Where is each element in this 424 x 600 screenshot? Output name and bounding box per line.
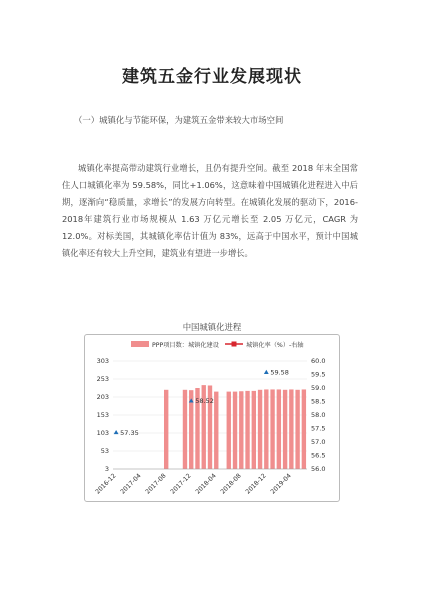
right-axis <box>311 357 325 473</box>
legend-bar-label: PPP项目数：城镇化建设 <box>152 342 219 349</box>
bar <box>227 392 231 469</box>
urbanization-marker <box>264 370 269 374</box>
urbanization-label: 57.35 <box>120 428 139 437</box>
legend-line-label: 城镇化率（%）-右轴 <box>246 342 304 349</box>
right-tick-label: 56.5 <box>311 451 326 460</box>
x-tick-label: 2019-04 <box>269 472 293 496</box>
bar <box>277 389 281 469</box>
left-axis <box>97 357 109 473</box>
left-tick-label: 203 <box>96 393 109 402</box>
paragraph-line: 国，其城镇化率估计值为 83%，远高于中国水平，预计中国城镇化率还有较大上 <box>62 231 358 258</box>
left-tick-label: 303 <box>96 357 109 366</box>
right-tick-label: 60.0 <box>311 357 326 366</box>
section-heading: （一）城镇化与节能环保，为建筑五金带来较大市场空间 <box>74 115 284 125</box>
paragraph-line: 年建筑行业市场规模从 1.63 万亿元增长至 2.05 万亿元，CAGR 为 12.0%。对标美 <box>62 214 358 241</box>
chart-frame <box>84 334 340 502</box>
bar <box>283 390 287 469</box>
chart-title: 中国城镇化进程 <box>182 322 242 332</box>
urbanization-label: 59.58 <box>270 368 289 377</box>
bar <box>270 389 274 469</box>
left-tick-label: 53 <box>100 447 109 456</box>
right-tick-label: 58.0 <box>311 411 326 420</box>
right-tick-label: 59.5 <box>311 370 326 379</box>
right-tick-label: 58.5 <box>311 397 326 406</box>
bar <box>302 389 306 469</box>
left-tick-label: 153 <box>96 411 109 420</box>
legend-bar-swatch <box>131 341 149 347</box>
bar <box>164 390 168 469</box>
bar <box>214 392 218 469</box>
urbanization-label: 58.52 <box>195 397 214 406</box>
x-tick-label: 2017-04 <box>119 472 143 496</box>
x-tick-label: 2018-08 <box>219 472 243 496</box>
paragraph-line: 城镇化率提高带动建筑行业增长，且仍有提升空间。截至 2018 年末全国常住 <box>62 163 358 190</box>
bar <box>258 390 262 469</box>
paragraph-line: 人口城镇化率为 59.58%，同比+1.06%，这意味着中国城镇化进程进入中后期， <box>62 180 358 207</box>
x-tick-label: 2017-12 <box>169 472 193 496</box>
bar <box>183 390 187 469</box>
bar <box>233 392 237 469</box>
document-title: 建筑五金行业发展现状 <box>122 67 302 87</box>
x-tick-label: 2018-04 <box>194 472 218 496</box>
bar <box>289 389 293 469</box>
left-tick-label: 3 <box>104 465 109 474</box>
bar <box>239 391 243 469</box>
x-tick-label: 2016-12 <box>94 472 118 496</box>
legend-line-marker <box>232 342 237 347</box>
right-tick-label: 56.0 <box>311 465 326 474</box>
x-tick-label: 2017-08 <box>144 472 168 496</box>
paragraph-line: 逐渐向“稳质量，求增长”的发展方向转型。在城镇化发展的驱动下，2016-2018 <box>62 197 358 224</box>
bar <box>252 391 256 469</box>
body-paragraph <box>62 160 358 262</box>
left-tick-label: 253 <box>96 375 109 384</box>
bar <box>245 391 249 469</box>
urbanization-marker <box>114 430 119 434</box>
bar-series <box>164 385 306 469</box>
paragraph-line: 升空间，建筑业有望进一步增长。 <box>128 248 253 258</box>
bar <box>264 389 268 469</box>
right-tick-label: 57.5 <box>311 424 326 433</box>
x-tick-label: 2018-12 <box>244 472 268 496</box>
x-axis <box>94 469 307 496</box>
left-tick-label: 103 <box>96 429 109 438</box>
right-tick-label: 57.0 <box>311 438 326 447</box>
urbanization-chart <box>85 335 339 501</box>
chart-legend <box>131 341 304 349</box>
bar <box>295 390 299 469</box>
right-tick-label: 59.0 <box>311 384 326 393</box>
